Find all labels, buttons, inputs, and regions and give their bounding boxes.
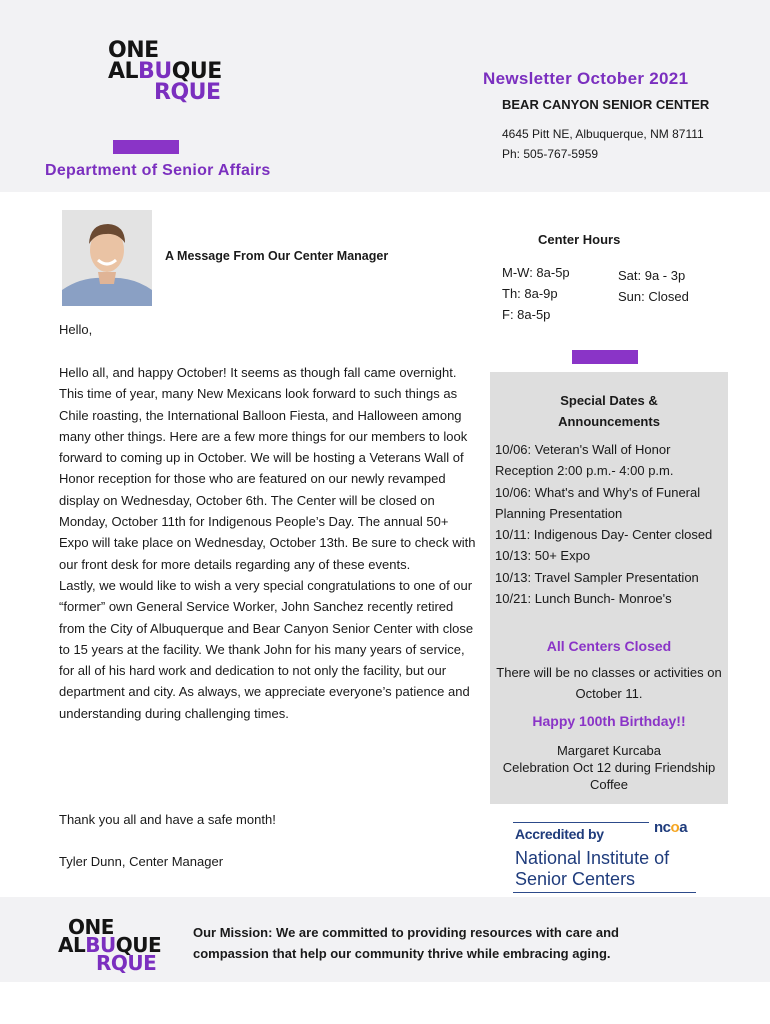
announcements-title-line-1: Special Dates & (560, 393, 658, 408)
ncoa-logo: ncoa (654, 819, 688, 836)
hours-th: Th: 8a-9p (502, 286, 558, 301)
logo-line-2: ALBUQUE (108, 59, 222, 84)
list-item: 10/06: Veteran's Wall of Honor Reception 2:00 p.m.- 4:00 p.m. (495, 442, 674, 479)
manager-photo (62, 210, 152, 306)
accent-bar (572, 350, 638, 364)
list-item: 10/11: Indigenous Day- Center closed (495, 527, 713, 543)
list-item: 10/13: 50+ Expo (495, 548, 591, 564)
nisc-name (515, 848, 669, 890)
newsletter-title: Newsletter October 2021 (483, 69, 689, 88)
person-portrait-icon (62, 210, 152, 306)
nisc-line-1: National Institute of (515, 848, 670, 868)
list-item: 10/21: Lunch Bunch- Monroe's (495, 591, 672, 607)
divider (513, 822, 649, 823)
message-title: A Message From Our Center Manager (165, 249, 389, 263)
greeting: Hello, (59, 322, 93, 337)
center-name: BEAR CANYON SENIOR CENTER (502, 97, 710, 112)
list-item: 10/13: Travel Sampler Presentation (495, 569, 699, 585)
department-title: Department of Senior Affairs (45, 162, 271, 179)
closed-heading: All Centers Closed (546, 638, 672, 654)
logo-line-3: RQUE (154, 80, 221, 105)
logo-line-2: ALBUQUE (58, 933, 162, 957)
message-body (59, 362, 479, 724)
phone: Ph: 505-767-5959 (502, 147, 599, 161)
list-item: 10/06: What's and Why's of Funeral Planning Presentation (495, 484, 701, 521)
logo-line-1: ONE (108, 38, 159, 63)
footer-logo (58, 915, 162, 975)
hours-f: F: 8a-5p (502, 307, 551, 322)
closed-text: There will be no classes or activities on October 11. (496, 665, 722, 701)
announcements-list (495, 439, 729, 609)
hours-title: Center Hours (538, 232, 621, 247)
contact-block (502, 124, 704, 164)
birthday-detail: Celebration Oct 12 during Friendship Coffee (502, 760, 716, 792)
logo-line-3: RQUE (96, 951, 157, 975)
birthday-text (490, 742, 728, 793)
hours-sun: Sun: Closed (618, 289, 689, 304)
announcements-title (490, 390, 728, 432)
signature: Tyler Dunn, Center Manager (59, 854, 224, 869)
accent-bar (113, 140, 179, 154)
message-paragraph-1: Hello all, and happy October! It seems as though fall came overnight. This time of year, many New Mexicans look forward to such things as Chile roasting, the International Balloon Fiesta, and Halloween among many other things. Here are a few more things for our members to look forward to coming up in October. We will be hosting a Veterans Wall of Honor reception for those who are featured on our newly revamped display on Wednesday, October 6th. The Center will be closed on Monday, October 11th for Indigenous People’s Day. The annual 50+ Expo will take place on Wednesday, October 13th. Be sure to check with our front desk for more details regarding any of these events. (59, 365, 476, 572)
hours-mw: M-W: 8a-5p (502, 265, 570, 280)
weekend-hours (618, 265, 689, 307)
logo-line-1: ONE (68, 915, 114, 939)
nisc-line-2: Senior Centers (515, 869, 636, 889)
mission-statement: Our Mission: We are committed to providing resources with care and compassion that help our community thrive while embracing aging. (193, 925, 619, 961)
one-albuquerque-logo (108, 40, 222, 103)
birthday-name: Margaret Kurcaba (556, 743, 662, 758)
weekday-hours (502, 262, 570, 325)
message-paragraph-2: Lastly, we would like to wish a very special congratulations to one of our “former” own General Service Worker, John Sanchez recently retired from the City of Albuquerque and Bear Canyon Senior Center with close to 15 years at the facility. We thank John for his many years of service, for all of his hard work and dedication to not only the facility, but our department and city. As always, we appreciate everyone’s patience and understanding during challenging times. (59, 577, 474, 721)
accredited-by-label: Accredited by (515, 826, 604, 842)
address: 4645 Pitt NE, Albuquerque, NM 87111 (502, 127, 704, 141)
closing-line: Thank you all and have a safe month! (59, 812, 276, 827)
announcements-title-line-2: Announcements (558, 414, 660, 429)
birthday-heading: Happy 100th Birthday!! (532, 713, 686, 729)
hours-sat: Sat: 9a - 3p (618, 268, 686, 283)
divider (513, 892, 696, 893)
